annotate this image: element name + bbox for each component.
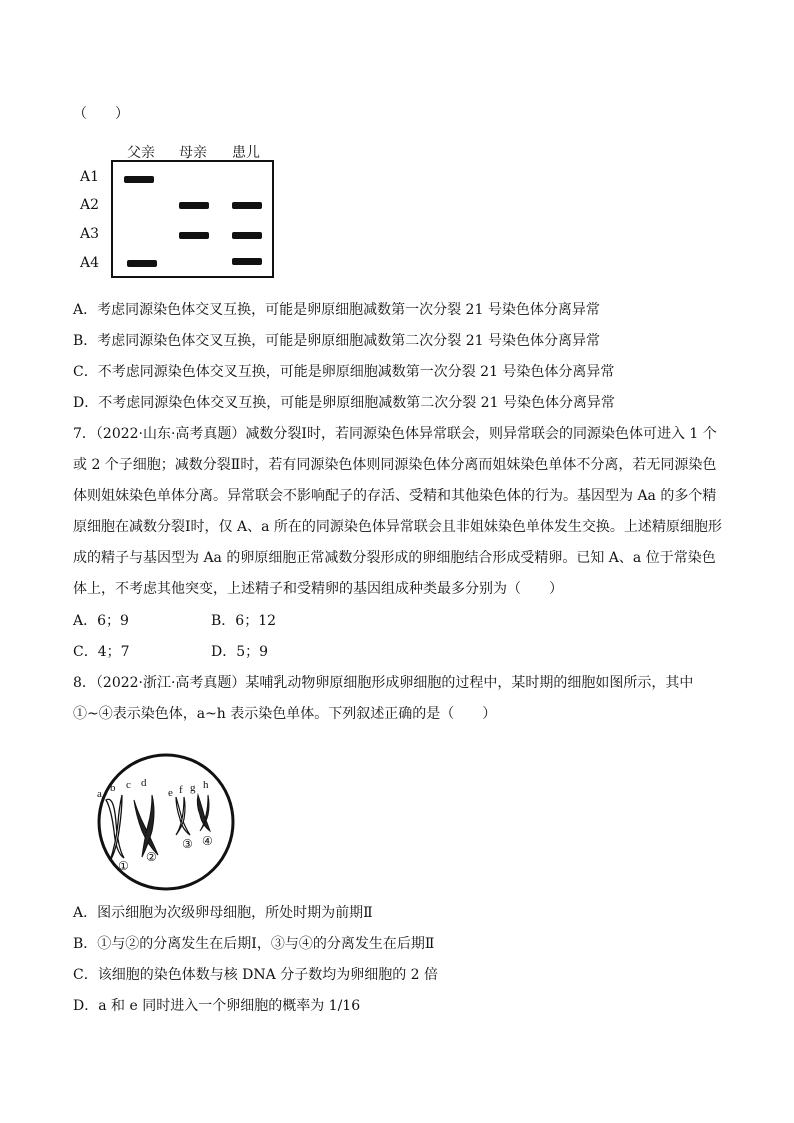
chromatid-label-f: f (179, 784, 183, 796)
q8-option-b: B．①与②的分离发生在后期Ⅰ，③与④的分离发生在后期Ⅱ (73, 936, 435, 952)
chromosome-4 (197, 795, 210, 831)
chromosome-2 (134, 795, 158, 857)
chromatid-label-a: a (97, 788, 102, 800)
band-a4-father (127, 260, 157, 267)
chromosome-number-3: ③ (182, 837, 193, 851)
gel-frame (111, 160, 274, 278)
band-a3-mother (179, 232, 209, 239)
row-label-a1: A1 (80, 169, 100, 185)
chromatid-label-c: c (126, 779, 131, 791)
q7-option-a: A．6；9 (73, 613, 129, 629)
chromatid-label-g: g (190, 782, 196, 794)
answer-paren: （ ） (73, 106, 129, 122)
chromatid-label-e: e (168, 787, 173, 799)
q8-option-d: D．a 和 e 同时进入一个卵细胞的概率为 1/16 (73, 998, 361, 1014)
q7-option-b: B．6；12 (211, 613, 277, 629)
q8-option-a: A．图示细胞为次级卵母细胞，所处时期为前期Ⅱ (73, 905, 373, 921)
q7-option-c: C．4；7 (73, 644, 130, 660)
band-a4-child (232, 258, 262, 265)
band-a2-mother (179, 202, 209, 209)
band-a3-child (232, 232, 262, 239)
q8-option-c: C．该细胞的染色体数与核 DNA 分子数均为卵细胞的 2 倍 (73, 967, 439, 983)
q7-stem: 7．（2022·山东·高考真题）减数分裂Ⅰ时，若同源染色体异常联会，则异常联会的同源染色体可进入 1 个或 2 个子细胞；减数分裂Ⅱ时，若有同源染色体则同源染色体分离而姐妹染色单体不分离，若无同源染色体则姐妹染色单体分离。异常联会不影响配子的存活、受精和其他染色体的行为。基因型为 Aa 的多个精原细胞在减数分裂Ⅰ时，仅 A、a 所在的同源染色体异常联会且非姐妹染色单体发生交换。上述精原细胞形成的精子与基因型为 Aa 的卵原细胞正常减数分裂形成的卵细胞结合形成受精卵。已知 A、a 位于常染色体上，不考虑其他突变，上述精子和受精卵的基因组成种类最多分别为（ ） (73, 426, 722, 597)
q6-option-d: D．不考虑同源染色体交叉互换，可能是卵原细胞减数第二次分裂 21 号染色体分离异常 (73, 395, 615, 411)
chromosome-number-2: ② (146, 850, 157, 864)
row-label-a3: A3 (80, 226, 100, 242)
q6-option-c: C．不考虑同源染色体交叉互换，可能是卵原细胞减数第一次分裂 21 号染色体分离异常 (73, 364, 615, 380)
row-label-a4: A4 (80, 255, 100, 271)
chromosome-3 (176, 797, 190, 835)
chromosome-number-4: ④ (202, 834, 213, 848)
row-label-a2: A2 (80, 197, 100, 213)
column-label-father: 父亲 (127, 145, 155, 161)
column-label-mother: 母亲 (179, 145, 207, 161)
q6-option-a: A．考虑同源染色体交叉互换，可能是卵原细胞减数第一次分裂 21 号染色体分离异常 (73, 302, 600, 318)
cell-figure (86, 753, 246, 893)
band-a2-child (232, 202, 262, 209)
band-a1-father (124, 176, 154, 183)
q8-stem: 8．（2022·浙江·高考真题）某哺乳动物卵原细胞形成卵细胞的过程中，某时期的细胞如图所示，其中①~④表示染色体，a~h 表示染色单体。下列叙述正确的是（ ） (73, 675, 694, 722)
chromatid-label-h: h (203, 779, 209, 791)
chromosome-number-1: ① (118, 859, 129, 873)
chromatid-label-b: b (110, 782, 116, 794)
chromatid-label-d: d (141, 777, 147, 789)
q6-option-b: B．考虑同源染色体交叉互换，可能是卵原细胞减数第二次分裂 21 号染色体分离异常 (73, 333, 601, 349)
chromosome-1 (106, 795, 124, 861)
column-label-child: 患儿 (232, 145, 260, 161)
q7-option-d: D．5；9 (211, 644, 269, 660)
